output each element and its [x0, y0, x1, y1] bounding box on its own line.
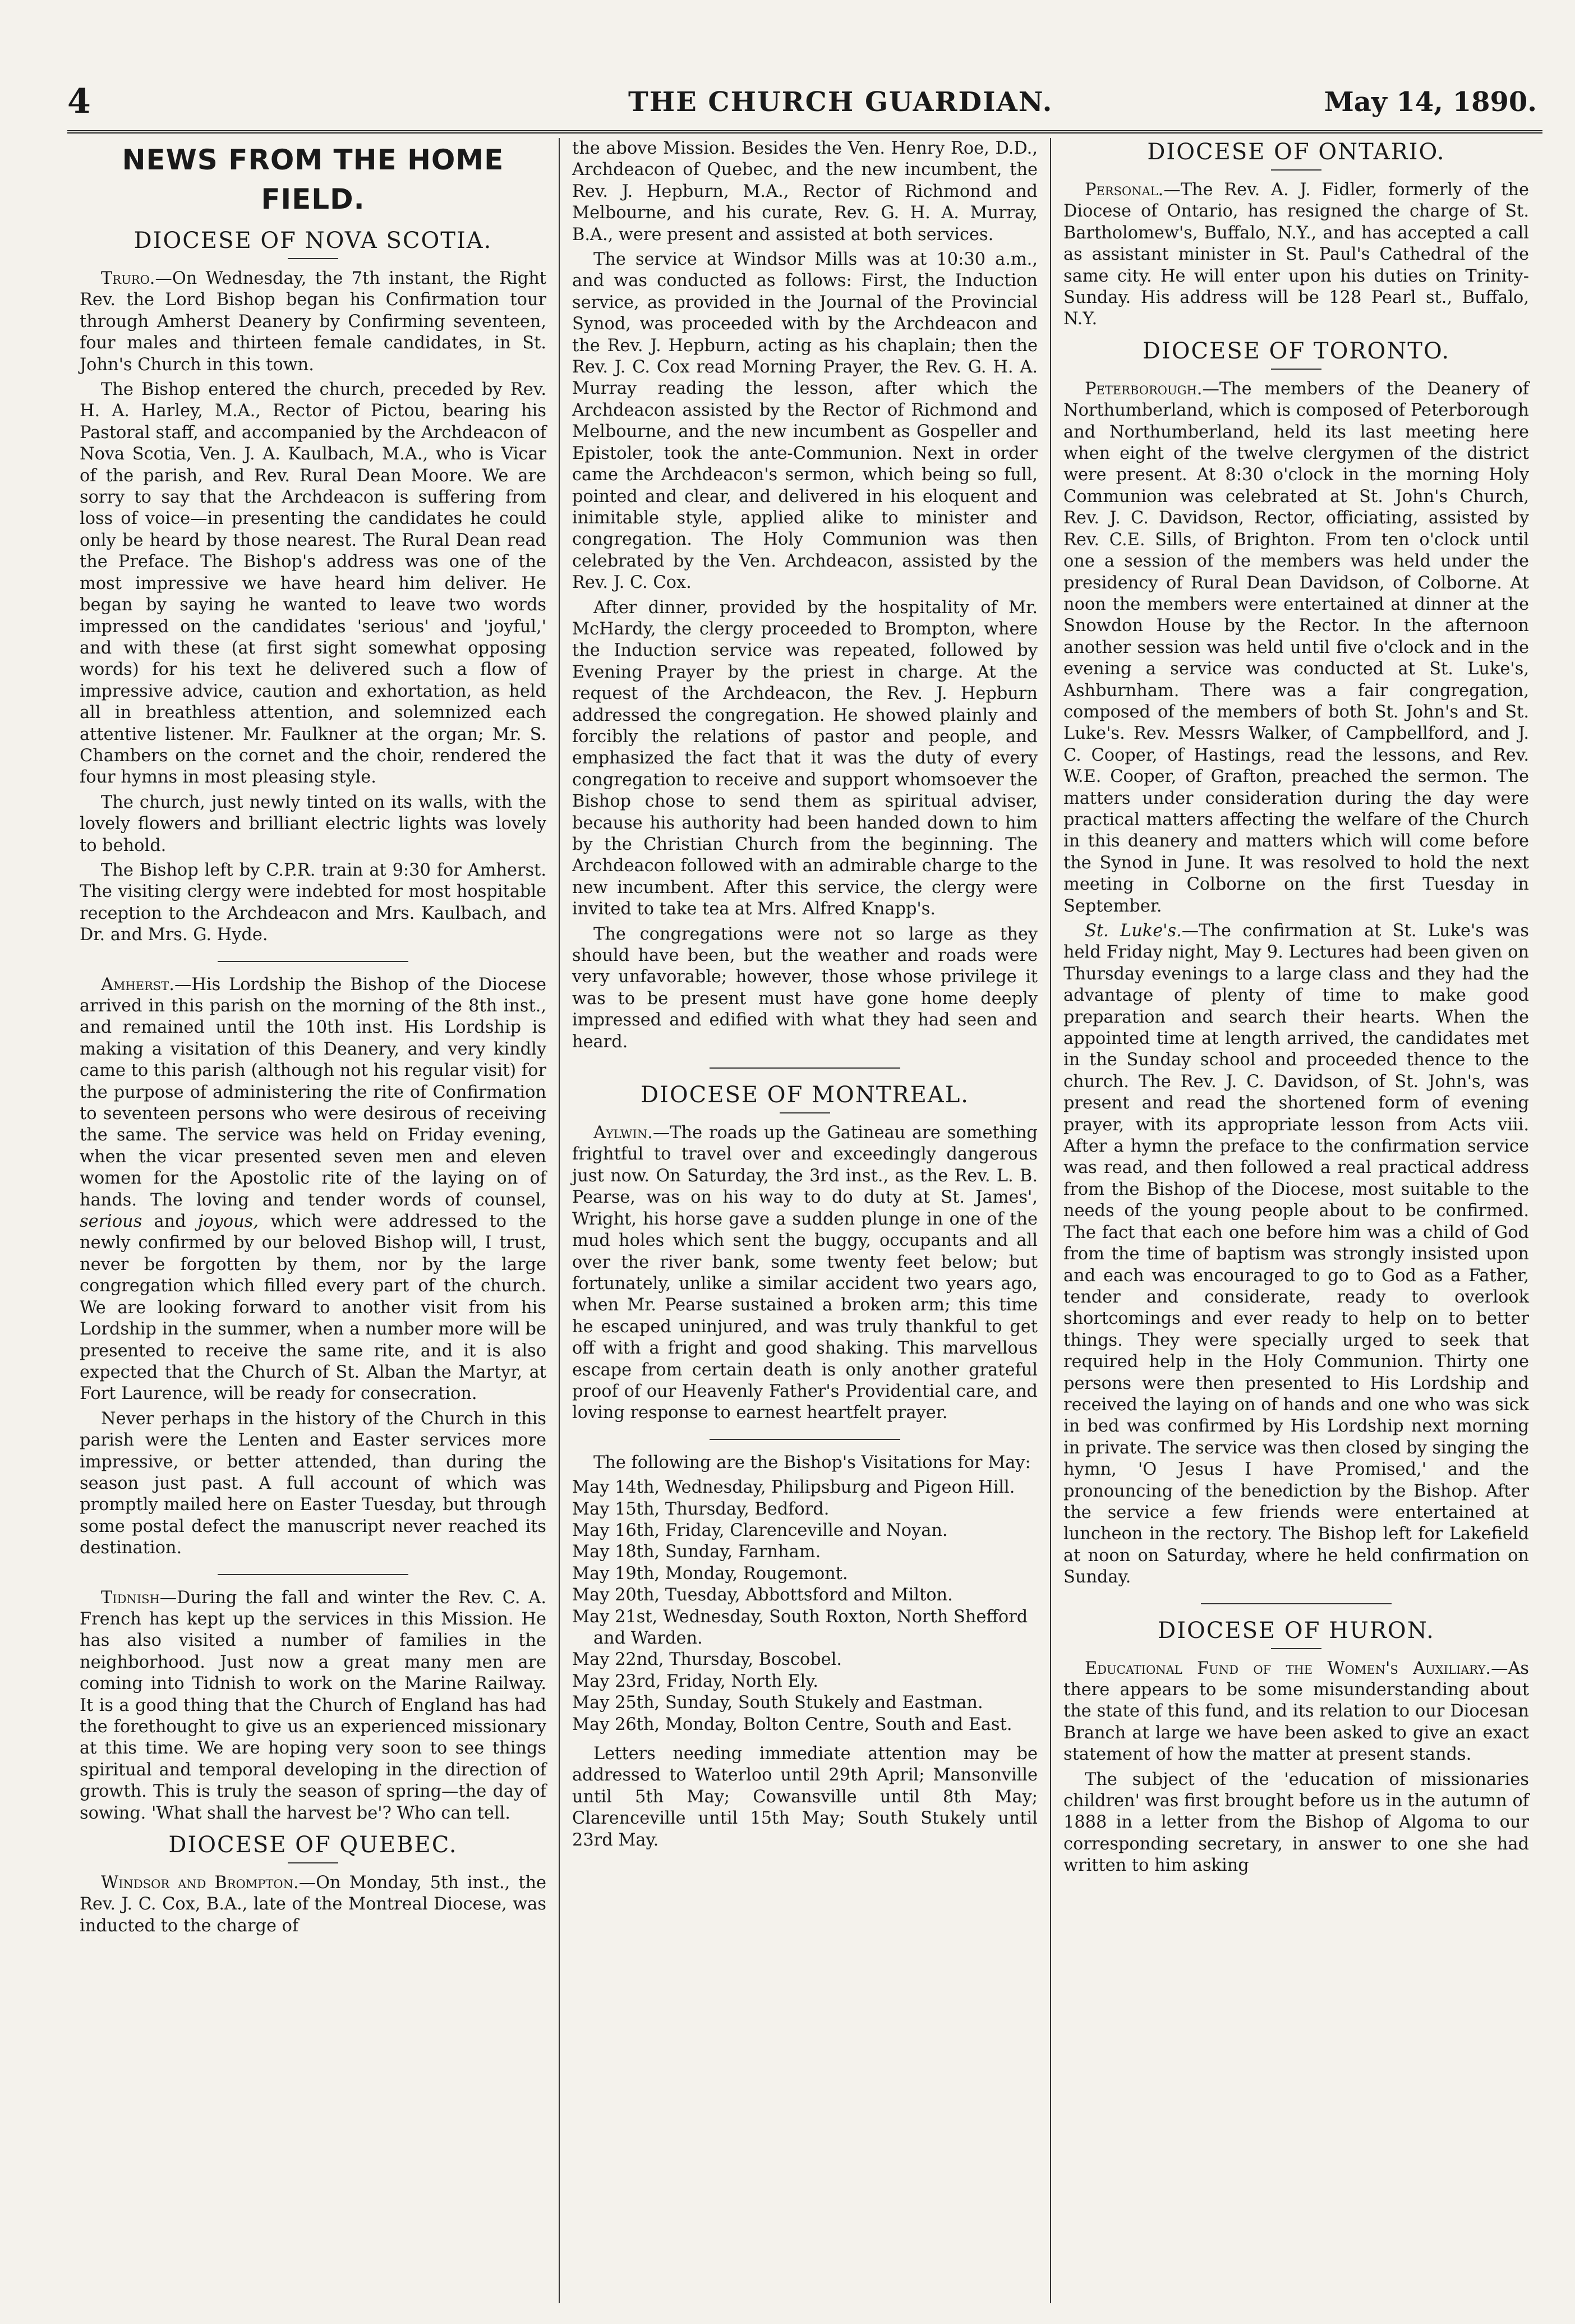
divider — [288, 258, 338, 259]
paragraph: The following are the Bishop's Visitations for May: — [593, 1452, 1031, 1472]
paragraph — [1063, 379, 1529, 917]
list-item: May 21st, Wednesday, South Roxton, North Shefford and Warden. — [572, 1607, 1028, 1648]
italic-word: serious — [80, 1212, 142, 1232]
paragraph — [572, 1122, 1038, 1424]
paragraph: Never perhaps in the history of the Church in this parish were the Lenten and Easter services more impressive, or better attended, than during the season just past. A full account of which was promptly mailed here on Easter Tuesday, but through some postal defect the manuscript never reached its destination. — [80, 1409, 546, 1558]
paragraph: Letters needing immediate attention may be addressed to Waterloo until 29th April; Mansonville until 5th May; Cowansville until 8th May; Clarenceville until 15th May; South Stukely until 23rd May. — [572, 1744, 1038, 1850]
paragraph-text: —As there appears to be some misunderstanding about the state of this fund, and its relation to our Diocesan Branch at large we have been asked to give an exact statement of how the matter at present stands. — [1063, 1658, 1529, 1765]
paragraph: After dinner, provided by the hospitality of Mr. McHardy, the clergy proceeded to Brompton, where the Induction service was repeated, followed by Evening Prayer by the priest in charge. At the request of the Archdeacon, the Rev. J. Hepburn addressed the congregation. He showed plainly and forcibly the relations of pastor and people, and emphasized the fact that it was the duty of every congregation to receive and support whomsoever the Bishop chose to send them as spiritual adviser, because his authority had been handed down to him by the Christian Church from the beginning. The Archdeacon followed with an admirable charge to the new incumbent. After this service, the clergy were invited to take tea at Mrs. Alfred Knapp's. — [572, 597, 1038, 919]
section-title-toronto: DIOCESE OF TORONTO. — [1142, 338, 1450, 364]
divider — [780, 1112, 830, 1113]
divider — [1271, 1648, 1321, 1649]
italic-word: joyous, — [197, 1212, 259, 1232]
dateline: Tidnish — [101, 1587, 160, 1608]
paragraph — [80, 1872, 546, 1937]
paragraph: The service at Windsor Mills was at 10:30 a.m., and was conducted as follows: First, the Induction service, as provided in the Journal of the Provincial Synod, was proceeded with by the Archdeacon and the Rev. J. Hepburn, acting as his chaplain; then the Rev. J. C. Cox read Morning Prayer, the Rev. G. H. A. Murray reading the lesson, after which the Archdeacon assisted by the Rector of Richmond and Melbourne, and the new incumbent as Gospeller and Epistoler, took the ante-Communion. Next in order came the Archdeacon's sermon, which being so full, pointed and clear, and delivered in his eloquent and inimitable style, applied alike to minister and congregation. The Holy Communion was then celebrated by the Ven. Archdeacon, assisted by the Rev. J. C. Cox. — [572, 250, 1038, 593]
section-title-quebec: DIOCESE OF QUEBEC. — [168, 1832, 458, 1858]
section-title-montreal: DIOCESE OF MONTREAL. — [641, 1082, 969, 1108]
column-2 — [559, 138, 1050, 2303]
paragraph-text: —During the fall and winter the Rev. C. A. French has kept up the services in this Mission. He has also visited a number of families in the neighborhood. Just now a great many men are coming into Tidnish to work on the Marine Railway. It is a good thing that the Church of England has had the forethought to give us an experienced missionary at this time. We are hoping very soon to see things spiritual and temporal developing in the direction of growth. This is truly the season of spring—the day of sowing. 'What shall the harvest be'? Who can tell. — [80, 1587, 546, 1823]
dateline: Truro. — [101, 269, 155, 288]
list-item: May 26th, Monday, Bolton Centre, South and East. — [572, 1714, 1012, 1734]
list-item: May 16th, Friday, Clarenceville and Noyan. — [572, 1520, 948, 1540]
divider — [1271, 369, 1321, 370]
column-3 — [1050, 138, 1541, 2303]
paragraph — [80, 268, 546, 376]
paragraph-text: —On Monday, 5th inst., the Rev. J. C. Cox, B.A., late of the Montreal Diocese, was inducted to the charge of — [80, 1873, 547, 1936]
list-item: May 20th, Tuesday, Abbottsford and Milton. — [572, 1585, 953, 1605]
list-item: May 19th, Monday, Rougemont. — [572, 1563, 848, 1584]
list-item: May 18th, Sunday, Farnham. — [572, 1542, 821, 1562]
article-columns — [67, 138, 1542, 2303]
paragraph-text: —His Lordship the Bishop of the Diocese arrived in this parish on the morning of the 8th inst., and remained until the 10th inst. His Lordship is making a visitation of this Deanery, and very kindly came to this parish (although not his regular visit) for the purpose of administering the rite of Confirmation to seventeen persons who were desirous of receiving the same. The service was held on Friday evening, when the vicar presented seven men and eleven women for the Apostolic rite of the laying on of hands. The loving and tender words of counsel, — [80, 974, 546, 1210]
dateline: Peterborough. — [1085, 379, 1203, 399]
list-item: May 14th, Wednesday, Philipsburg and Pigeon Hill. — [572, 1478, 1015, 1498]
paragraph-text: —The roads up the Gatineau are something frightful to travel over and exceedingly dangerous just now. On Saturday, the 3rd inst., as the Rev. L. B. Pearse, was on his way to do duty at St. James', Wright, his horse gave a sudden plunge in one of the mud holes which sent the buggy, occupants and all over the river bank, some twenty feet below; but fortunately, unlike a similar accident two years ago, when Mr. Pearse sustained a broken arm; this time he escaped uninjured, and was truly thankful to get off with a fright and good shaking. This marvellous escape from certain death is only another grateful proof of our Heavenly Father's Providential care, and loving response to earnest heartfelt prayer. — [572, 1123, 1038, 1423]
divider — [218, 1574, 408, 1575]
divider — [218, 961, 408, 962]
paragraph-text: —The Rev. A. J. Fidler, formerly of the Diocese of Ontario, has resigned the charge of St. Bartholomew's, Buffalo, N.Y., and has accepted a call as assistant minister in St. Paul's Cathedral of the same city. He will enter upon his duties on Trinity-Sunday. His address will be 128 Pearl st., Buffalo, N.Y. — [1063, 180, 1529, 329]
divider — [710, 1067, 900, 1069]
paragraph: The congregations were not so large as they should have been, but the weather and roads were very unfavorable; however, those whose privilege it was to be present must have gone home deeply impressed and edified with what they had seen and heard. — [572, 924, 1038, 1052]
list-item: May 15th, Thursday, Bedford. — [572, 1499, 830, 1519]
dateline: Windsor and Brompton. — [101, 1873, 299, 1893]
dateline: Educational Fund of the Women's Auxiliary. — [1085, 1658, 1491, 1678]
paragraph-text: —On Wednesday, the 7th instant, the Right Rev. the Lord Bishop began his Confirmation tour through Amherst Deanery by Confirming seventeen, four males and thirteen female candidates, in St. John's Church in this town. — [80, 269, 546, 375]
paragraph — [80, 1587, 546, 1824]
dateline: St. Luke's. — [1085, 921, 1182, 941]
header-rule — [67, 130, 1542, 134]
paragraph — [1063, 1658, 1529, 1766]
paragraph: The Bishop left by C.P.R. train at 9:30 for Amherst. The visiting clergy were indebted for most hospitable reception to the Archdeacon and Mrs. Kaulbach, and Dr. and Mrs. G. Hyde. — [80, 860, 546, 945]
paragraph — [80, 974, 546, 1405]
paragraph — [1063, 180, 1529, 330]
section-title-ontario: DIOCESE OF ONTARIO. — [1147, 139, 1445, 165]
section-title-nova-scotia: DIOCESE OF NOVA SCOTIA. — [133, 228, 492, 254]
paper-title: THE CHURCH GUARDIAN. — [628, 86, 1053, 118]
paragraph-text: —The members of the Deanery of Northumberland, which is composed of Peterborough and Northumberland, held its last meeting here when eight of the twelve clergymen of the district were present. At 8:30 o'clock in the morning Holy Communion was celebrated at St. John's Church, Rev. J. C. Davidson, Rector, officiating, assisted by Rev. C.E. Sills, of Brighton. From ten o'clock until one a session of the members was held under the presidency of Rural Dean Davidson, of Colborne. At noon the members were entertained at dinner at the Snowdon House by the Rector. In the afternoon another session was held until five o'clock and in the evening a service was conducted at St. Luke's, Ashburnham. There was a fair congregation, composed of the members of both St. John's and St. Luke's. Rev. Messrs Walker, of Campbellford, and J. C. Cooper, of Hastings, read the lessons, and Rev. W.E. Cooper, of Grafton, preached the sermon. The matters under consideration during the day were practical matters affecting the welfare of the Church in this deanery and matters which will come before the Synod in June. It was resolved to hold the next meeting in Colborne on the first Tuesday in September. — [1063, 379, 1529, 916]
divider — [1271, 169, 1321, 171]
paragraph-text: which were addressed to the newly confirmed by our beloved Bishop will, I trust, never be forgotten by them, nor by the large congregation which filled every part of the church. We are looking forward to another visit from his Lordship in the summer, when a number more will be presented to receive the same rite, and it is also expected that the Church of St. Alban the Martyr, at Fort Laurence, will be ready for consecration. — [80, 1212, 546, 1404]
paragraph: The church, just newly tinted on its walls, with the lovely flowers and brilliant electric lights was lovely to behold. — [80, 792, 546, 855]
paragraph: the above Mission. Besides the Ven. Henry Roe, D.D., Archdeacon of Quebec, and the new incumbent, the Rev. J. Hepburn, M.A., Rector of Richmond and Melbourne, and his curate, Rev. G. H. A. Murray, B.A., were present and assisted at both services. — [572, 139, 1038, 245]
section-title-huron: DIOCESE OF HURON. — [1158, 1617, 1435, 1644]
masthead — [67, 20, 1542, 127]
news-banner: NEWS FROM THE HOME FIELD. — [122, 144, 504, 215]
list-item: May 23rd, Friday, North Ely. — [572, 1671, 818, 1691]
paragraph: The subject of the 'education of missionaries children' was first brought before us in the autumn of 1888 in a letter from the Bishop of Algoma to our corresponding secretary, in answer to one she had written to him asking — [1063, 1769, 1529, 1876]
divider — [288, 1862, 338, 1863]
paragraph-text: —The confirmation at St. Luke's was held Friday night, May 9. Lectures had been given on Thursday evenings to a large class and they had the advantage of plenty of time to make good preparation and search their hearts. When the appointed time at length arrived, the candidates met in the Sunday school and proceeded thence to the church. The Rev. J. C. Davidson, of St. John's, was present and read the shortened form of evening prayer, with its appropriate lesson from Acts viii. After a hymn the preface to the confirmation service was read, and then followed a real practical address from the Bishop of the Diocese, most suitable to the needs of the young people about to be confirmed. The fact that each one before him was a child of God from the time of baptism was strongly insisted upon and each was encouraged to go to God as a Father, tender and considerate, ready to overlook shortcomings and ever ready to help on to better things. They were specially urged to seek that required help in the Holy Communion. Thirty one persons were then presented to His Lordship and received the laying on of hands and one who was sick in bed was confirmed by His Lordship next morning in private. The service was then closed by singing the hymn, 'O Jesus I have Promised,' and the pronouncing of the benediction by the Bishop. After the service a few friends were entertained at luncheon in the rectory. The Bishop left for Lakefield at noon on Saturday, where he held confirmation on Sunday. — [1063, 921, 1529, 1587]
dateline: Personal. — [1085, 180, 1164, 200]
dateline: Amherst. — [101, 974, 174, 995]
dateline: Aylwin. — [593, 1123, 653, 1143]
paragraph — [1063, 921, 1529, 1589]
page-number: 4 — [67, 82, 91, 121]
list-item: May 22nd, Thursday, Boscobel. — [572, 1650, 842, 1670]
paragraph: The Bishop entered the church, preceded by Rev. H. A. Harley, M.A., Rector of Pictou, bearing his Pastoral staff, and accompanied by the Archdeacon of Nova Scotia, Ven. J. A. Kaulbach, M.A., who is Vicar of the parish, and Rev. Rural Dean Moore. We are sorry to say that the Archdeacon is suffering from loss of voice—in presenting the candidates he could only be heard by those nearest. The Rural Dean read the Preface. The Bishop's address was one of the most impressive we have heard him deliver. He began by saying he wanted to leave two words impressed on the candidates 'serious' and 'joyful,' and with these (at first sight somewhat opposing words) for his text he delivered such a flow of impressive advice, caution and exhortation, as held all in breathless attention, and solemnized each attentive listener. Mr. Faulkner at the organ; Mr. S. Chambers on the cornet and the choir, rendered the four hymns in most pleasing style. — [80, 380, 546, 788]
divider — [710, 1439, 900, 1440]
divider — [1201, 1603, 1392, 1604]
column-1 — [67, 138, 559, 2303]
issue-date: May 14, 1890. — [1324, 86, 1537, 118]
list-item: May 25th, Sunday, South Stukely and Eastman. — [572, 1693, 983, 1713]
paragraph-text: and — [154, 1212, 186, 1232]
